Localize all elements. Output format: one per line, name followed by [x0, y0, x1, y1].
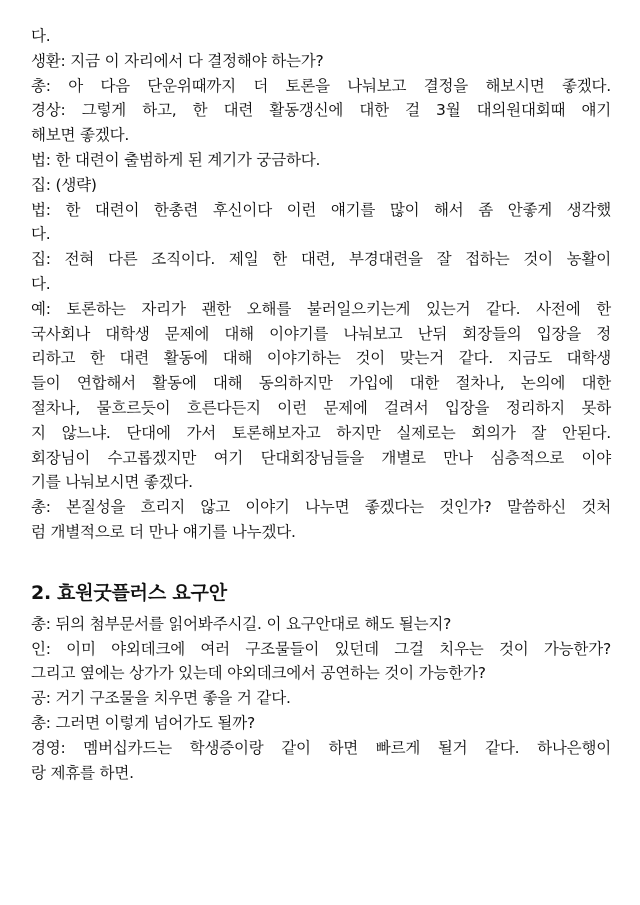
text-line: 법: 한 대련이 출범하게 된 계기가 궁금하다. — [31, 150, 321, 169]
text-line: 다. — [31, 225, 51, 244]
section-title: 효원굿플러스 요구안 — [57, 581, 227, 604]
text-line: 절차나, 물흐르듯이 흐른다든지 이런 문제에 걸려서 입장을 정리하지 못하 — [31, 398, 611, 417]
text-line: 총: 아 다음 단운위때까지 더 토론을 나눠보고 결정을 해보시면 좋겠다. — [31, 76, 611, 95]
text-line: 회장님이 수고롭겠지만 여기 단대회장님들을 개별로 만나 심층적으로 이야 — [31, 448, 611, 467]
text-line: 리하고 한 대련 활동에 대해 이야기하는 것이 맞는거 같다. 지금도 대학생 — [31, 349, 611, 368]
text-line: 인: 이미 야외데크에 여러 구조물들이 있던데 그걸 치우는 것이 가능한가? — [31, 639, 611, 658]
section-heading — [31, 579, 611, 607]
section-number: 2. — [31, 581, 52, 604]
text-line: 경상: 그렇게 하고, 한 대련 활동갱신에 대한 걸 3월 대의원대회때 얘기 — [31, 101, 611, 120]
text-line: 다. — [31, 274, 51, 293]
text-line: 예: 토론하는 자리가 괜한 오해를 불러일으키는게 있는거 같다. 사전에 한 — [31, 299, 611, 318]
text-line: 기를 나눠보시면 좋겠다. — [31, 473, 193, 492]
text-line: 지 않느냐. 단대에 가서 토론해보자고 하지만 실제로는 회의가 잘 안된다. — [31, 423, 611, 442]
discussion-minutes — [31, 24, 611, 545]
text-line: 들이 연합해서 활동에 대해 동의하지만 가입에 대한 절차나, 논의에 대한 — [31, 374, 611, 393]
text-line: 집: (생략) — [31, 175, 97, 194]
section-body — [31, 612, 611, 786]
text-line: 집: 전혀 다른 조직이다. 제일 한 대련, 부경대련을 잘 접하는 것이 농활이 — [31, 250, 611, 269]
document-page — [31, 24, 611, 785]
text-line: 랑 제휴를 하면. — [31, 763, 134, 782]
text-line: 경영: 멤버십카드는 학생증이랑 같이 하면 빠르게 될거 같다. 하나은행이 — [31, 738, 611, 757]
text-line: 법: 한 대련이 한총련 후신이다 이런 얘기를 많이 해서 좀 안좋게 생각했 — [31, 200, 611, 219]
text-line: 그리고 옆에는 상가가 있는데 야외데크에서 공연하는 것이 가능한가? — [31, 664, 486, 683]
text-line: 럼 개별적으로 더 만나 얘기를 나누겠다. — [31, 522, 296, 541]
text-line: 총: 그러면 이렇게 넘어가도 될까? — [31, 713, 256, 732]
section-spacer — [31, 545, 611, 579]
text-line: 다. — [31, 27, 51, 45]
text-line: 총: 본질성을 흐리지 않고 이야기 나누면 좋겠다는 것인가? 말씀하신 것처 — [31, 498, 611, 517]
text-line: 총: 뒤의 첨부문서를 읽어봐주시길. 이 요구안대로 해도 될는지? — [31, 614, 452, 633]
text-line: 국사회나 대학생 문제에 대해 이야기를 나눠보고 난뒤 회장들의 입장을 정 — [31, 324, 611, 343]
text-line: 공: 거기 구조물을 치우면 좋을 거 같다. — [31, 689, 291, 708]
text-line: 생환: 지금 이 자리에서 다 결정해야 하는가? — [31, 51, 324, 70]
text-line: 해보면 좋겠다. — [31, 126, 130, 145]
